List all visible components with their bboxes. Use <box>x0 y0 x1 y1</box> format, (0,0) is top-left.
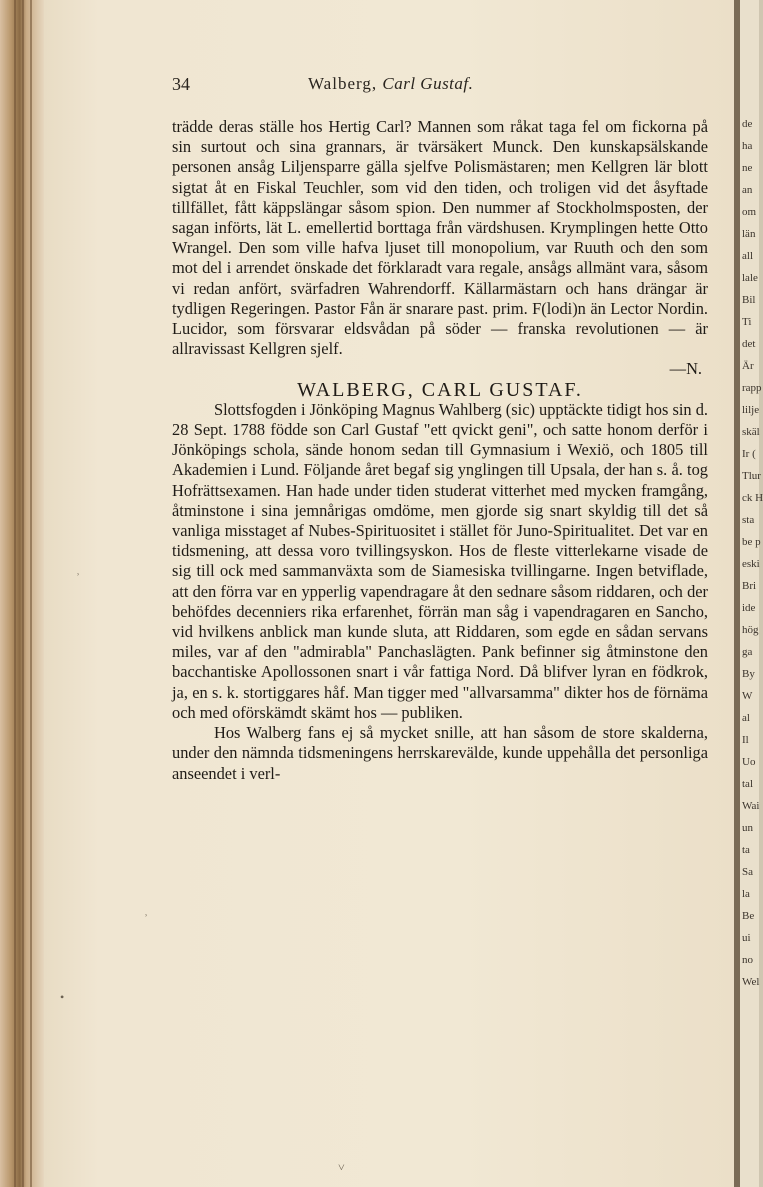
facing-page-text: Ir ( <box>742 448 756 460</box>
paragraph: Slottsfogden i Jönköping Magnus Wahlberg (sic) upptäckte tidigt hos sin d. 28 Sept. 1788 födde son Carl Gustaf "ett qvickt geni", och satte honom derför i Jönköpings schola, sände honom sedan till Gymnasium i Wexiö, och 1805 till Akademien i Lund. Följande året begaf sig ynglingen till Upsala, der han s. å. tog Hofrättsexamen. Han hade under tiden studerat vitterhet med mycken framgång, åtminstone i sina jemnårigas omdöme, men gjorde sig snart skyldig till det så vanliga misstaget af Nubes-Spirituositet i stället för Juno-Spiritualitet. Det var en tidsmening, att dessa voro tvillingsyskon. Hos de fleste vitterlekarne visade de sig till ock med sammanväxta som de Siamesiska tvillingarne. Ingen betviflade, att den förra var en ypperlig vapendragare åt den sednare såsom riddaren, och der behöfdes decenniers rika erfarenhet, förrän man såg i vapendragaren en Sancho, vid hvilkens anblick man kunde sluta, att Riddaren, som egde en sådan servans miles, var af den "admirabla" Panchaslägten. Pank befinner sig åtminstone den bacchantiske Apollossonen snart i vår fattiga Nord. Då blifver lyran en födkrok, ja, en s. k. stortiggares håf. Man tigger med "allvarsamma" dikter hos de förnäma och med oförskämdt skämt hos — publiken. <box>172 399 708 722</box>
margin-mark: ˒ <box>144 906 148 920</box>
facing-page-text: Ti <box>742 316 752 328</box>
running-head-name: Walberg, <box>308 74 378 93</box>
facing-page-text: om <box>742 206 757 218</box>
facing-page-text: rapp <box>742 382 762 394</box>
facing-page-text: eski <box>742 558 760 570</box>
facing-page-text: la <box>742 888 750 900</box>
facing-page-text: ui <box>742 932 751 944</box>
facing-page-text: tal <box>742 778 753 790</box>
facing-page-text: ta <box>742 844 750 856</box>
facing-page-text: W <box>742 690 753 702</box>
facing-page-text: Bri <box>742 580 757 592</box>
facing-page-text: al <box>742 712 750 724</box>
running-head-given: Carl Gustaf. <box>382 74 474 93</box>
facing-page-text: By <box>742 668 755 680</box>
facing-page-text: lilje <box>742 404 760 416</box>
facing-page-text: Wel <box>742 976 760 988</box>
facing-page-text: de <box>742 118 753 130</box>
gutter-line <box>14 0 16 1187</box>
book-gutter <box>0 0 44 1187</box>
facing-page-text: skäl <box>742 426 760 438</box>
facing-page-text: be p <box>742 536 761 548</box>
facing-page-text: det <box>742 338 756 350</box>
facing-page-text: ide <box>742 602 756 614</box>
paragraph: Hos Walberg fans ej så mycket snille, att han såsom de store skalderna, under den nämnda tidsmeningens herrskarevälde, kunde uppehålla det personliga anseendet i verl- <box>172 723 708 783</box>
facing-page-text: Uo <box>742 756 756 768</box>
margin-mark: • <box>60 990 65 1004</box>
facing-page-text: ga <box>742 646 753 658</box>
facing-page-text: Wai <box>742 800 760 812</box>
facing-page-text: län <box>742 228 756 240</box>
facing-page-text: Be <box>742 910 755 922</box>
gutter-line <box>22 0 24 1187</box>
facing-page-text: ne <box>742 162 753 174</box>
signature: —N. <box>669 359 702 379</box>
page-number: 34 <box>172 74 190 94</box>
facing-page-text: Tlur <box>742 470 761 482</box>
facing-page-text: sta <box>742 514 755 526</box>
gutter-line <box>30 0 32 1187</box>
body-text <box>172 117 708 784</box>
facing-page-text: ck H <box>742 492 763 504</box>
facing-page-text: Il <box>742 734 749 746</box>
facing-page-text: ha <box>742 140 753 152</box>
running-head <box>308 74 473 94</box>
section-title: WALBERG, CARL GUSTAF. <box>297 378 583 401</box>
paragraph: trädde deras ställe hos Hertig Carl? Mannen som råkat taga fel om fickorna på sin surtout och sina grannars, är tvärsäkert Munck. Den kunskapsälskande personen ansåg Liljensparre gälla sjelfve Polismästaren; men Kellgren lär blott sigtat åt en Fiskal Teuchler, som vid den tiden, och troligen vid det åsyftade tillfället, fått käppslängar såsom spion. Den nummer af Stockholmsposten, der sagan införts, lät L. emellertid borttaga från värdshusen. Krymplingen hette Otto Wrangel. Den som ville hafva ljuset till monopolium, var Ruuth och den som mot del i arrendet önskade det förklaradt vara regale, ansågs allmänt vara, såsom vi redan anfört, svärfadren Wahrendorff. Källarmästarn och hans drängar är tydligen Regeringen. Pastor Fån är snarare past. prim. F(lodi)n än Lector Nordin. Lucidor, som försvarar eldsvådan på söder — franska revolutionen — är allravissast Kellgren sjelf. <box>172 117 708 359</box>
facing-page-text: lale <box>742 272 758 284</box>
facing-page-text: un <box>742 822 753 834</box>
margin-mark: ˅ <box>338 1160 345 1174</box>
facing-page-fragment <box>740 0 763 1187</box>
facing-page-text: Bil <box>742 294 756 306</box>
facing-page-text: hög <box>742 624 759 636</box>
facing-page-text: no <box>742 954 753 966</box>
margin-mark: ˒ <box>76 565 80 579</box>
page-header <box>128 74 688 100</box>
facing-page-text: Är <box>742 360 754 372</box>
facing-page-text: all <box>742 250 753 262</box>
facing-page-text: an <box>742 184 753 196</box>
facing-page-text: Sa <box>742 866 753 878</box>
